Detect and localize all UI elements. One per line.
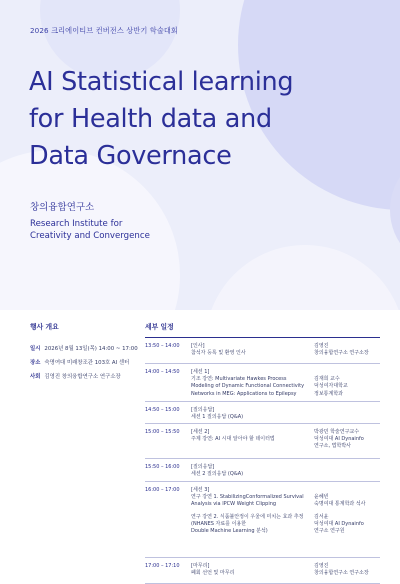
summary-label: 일시 <box>30 346 41 352</box>
event-name: 2026 크리에이티브 컨버전스 상반기 학술대회 <box>30 26 178 35</box>
schedule-description-line: Networks in MEG: Applications to Epilepsy <box>191 390 297 397</box>
schedule-row <box>145 364 380 402</box>
schedule-speaker-line: 윤혜빈 <box>314 494 329 501</box>
schedule-row <box>145 482 380 558</box>
schedule-speaker-line: 덕성여대 AI Dynainfo <box>314 436 364 443</box>
organizer-english-line: Research Institute for <box>30 219 123 229</box>
title-line: AI Statistical learning <box>29 67 294 97</box>
summary-row <box>30 372 138 380</box>
schedule-description <box>191 464 311 481</box>
schedule-time: 14:50 – 15:00 <box>145 407 180 413</box>
schedule-description-line: (NHANES 자료를 이용한 <box>191 520 247 527</box>
schedule-speaker <box>311 429 380 458</box>
schedule-description <box>191 487 311 557</box>
summary-value: 김영진 창의융합연구소 연구소장 <box>44 374 121 380</box>
schedule-time: 14:00 – 14:50 <box>145 369 180 375</box>
schedule-speaker-line: 김영진 <box>314 563 329 569</box>
schedule-description-line: [세션 2] <box>191 429 210 435</box>
schedule-time: 16:00 – 17:00 <box>145 487 180 493</box>
schedule-row <box>145 337 380 364</box>
schedule-speaker <box>311 487 380 557</box>
schedule-row <box>145 558 380 584</box>
schedule-heading: 세부 일정 <box>145 323 174 331</box>
schedule-speaker <box>311 343 380 363</box>
schedule-speaker <box>311 369 380 401</box>
schedule-description-line: Double Machine Learning 분석) <box>191 528 268 535</box>
schedule-description-line: 세션 2 질의응답 (Q&A) <box>191 471 244 478</box>
schedule-description-line: [세션 3] <box>191 487 210 493</box>
schedule-description-line: 세션 1 질의응답 (Q&A) <box>191 414 244 421</box>
schedule-speaker-line: 김영진 <box>314 343 329 349</box>
organizer-english-line: Creativity and Convergence <box>30 231 150 241</box>
page-title <box>29 64 293 175</box>
schedule-speaker-line: 덕성여자대학교 <box>314 383 348 390</box>
schedule-description-line: 연구 강연 1. StabilizingConformalized Survival <box>191 494 304 501</box>
schedule-description-line: [세션 1] <box>191 369 210 375</box>
schedule-row <box>145 459 380 482</box>
schedule-description-line: 폐회 선언 및 마무리 <box>191 570 235 577</box>
schedule-description-line: 참석자 등록 및 환영 인사 <box>191 350 246 357</box>
schedule-description <box>191 343 311 363</box>
summary-label: 사회 <box>30 374 41 380</box>
summary-row <box>30 358 138 366</box>
schedule-description <box>191 429 311 458</box>
schedule-description-line: [질의응답] <box>191 407 215 413</box>
schedule-speaker <box>311 464 380 481</box>
schedule-row <box>145 402 380 424</box>
schedule-speaker-line: 창의융합연구소 연구소장 <box>314 350 369 357</box>
schedule-description-line: [마무리] <box>191 563 210 569</box>
schedule-description <box>191 563 311 583</box>
schedule-time: 15:00 – 15:50 <box>145 429 180 435</box>
summary-value: 2026년 8월 13일(목) 14:00 ~ 17:00 <box>44 346 138 352</box>
decor-circle <box>205 245 400 310</box>
summary-row <box>30 344 138 352</box>
title-line: Data Governace <box>29 141 232 171</box>
schedule-speaker-line: 연구소, 법학박사 <box>314 443 351 450</box>
schedule-description-line: 연구 강연 2. 식품불안정이 우울에 미치는 효과 추정 <box>191 513 304 520</box>
schedule-description-line: 기조 강연: Multivariate Hawkes Process <box>191 376 287 383</box>
schedule-description-line: 주제 강연: AI 시대 알아야 할 데이터법 <box>191 436 275 443</box>
schedule-table <box>145 337 380 584</box>
schedule-description-line: [인사] <box>191 343 205 349</box>
organizer <box>30 199 150 242</box>
schedule-speaker <box>311 407 380 423</box>
schedule-speaker-line: 김재희 교수 <box>314 376 340 383</box>
summary-label: 장소 <box>30 360 41 366</box>
event-summary <box>30 344 138 386</box>
title-line: for Health data and <box>29 104 272 134</box>
schedule-speaker-line: 덕성여대 AI Dynainfo <box>314 520 364 527</box>
organizer-korean: 창의융합연구소 <box>30 202 95 213</box>
schedule-time: 17:00 – 17:10 <box>145 563 180 569</box>
schedule-speaker-line: 박광민 학술연구교수 <box>314 429 360 435</box>
summary-value: 숙명여대 미래창조관 103호 AI 센터 <box>44 360 130 366</box>
schedule-description-line: [질의응답] <box>191 464 215 470</box>
schedule-row <box>145 424 380 459</box>
schedule-time: 13:50 – 14:00 <box>145 343 180 349</box>
organizer-english <box>30 218 150 242</box>
schedule-speaker <box>311 563 380 583</box>
schedule-speaker-line: 김서윤 <box>314 513 329 520</box>
schedule-speaker-line: 창의융합연구소 연구소장 <box>314 570 369 577</box>
schedule-time: 15:50 – 16:00 <box>145 464 180 470</box>
schedule-speaker-line: 연구소 연구원 <box>314 528 345 534</box>
schedule-speaker-line: 정보통계학과 <box>314 390 343 397</box>
schedule-description <box>191 369 311 401</box>
summary-heading: 행사 개요 <box>30 323 59 331</box>
schedule-description-line: Analysis via IPCW Weight Clipping <box>191 501 277 508</box>
schedule-speaker-line: 숙명여대 통계학과 석사 <box>314 501 366 508</box>
schedule-description-line: Modeling of Dynamic Functional Connectivity <box>191 383 305 390</box>
schedule-description <box>191 407 311 423</box>
